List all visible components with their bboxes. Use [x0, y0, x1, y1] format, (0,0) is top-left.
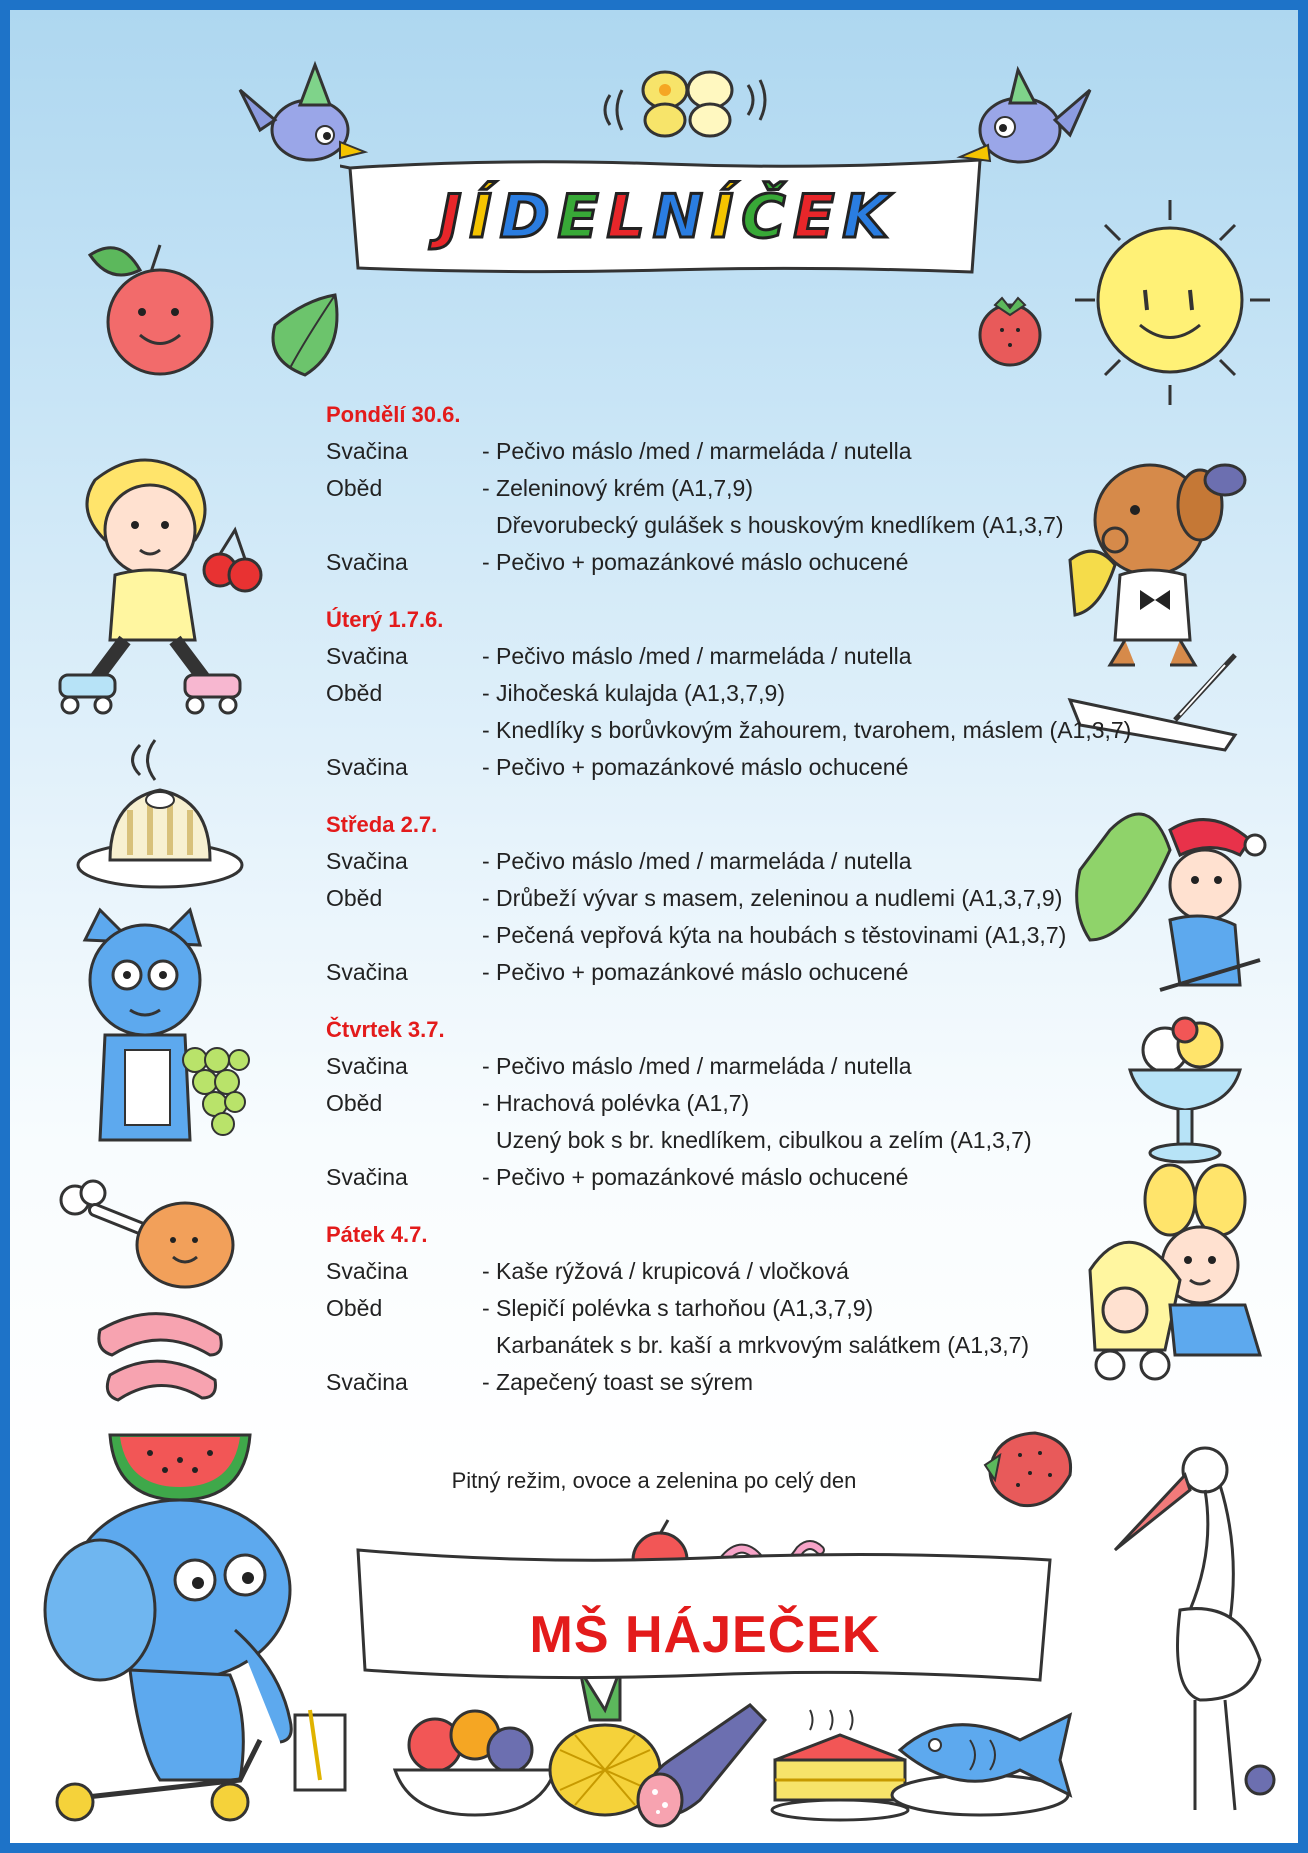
chicken-leg-illustration: [55, 1175, 235, 1295]
dish-text: - Kaše rýžová / krupicová / vločková: [482, 1258, 849, 1284]
meal-label: Svačina: [326, 1053, 408, 1079]
title-letter: Í: [469, 182, 494, 252]
dish-text: - Drůbeží vývar s masem, zeleninou a nudlemi (A1,3,7,9): [482, 885, 1063, 911]
dish-text: - Pečivo + pomazánkové máslo ochucené: [482, 1164, 909, 1190]
apple-face-illustration: [80, 230, 230, 380]
bird-right-illustration: [960, 65, 1100, 175]
menu-row: [326, 433, 1206, 470]
day-title: Středa 2.7.: [326, 812, 438, 837]
title-letter: E: [793, 182, 837, 252]
day-title: Pátek 4.7.: [326, 1222, 428, 1247]
title-letter: J: [439, 182, 464, 252]
dish-text: - Pečivo + pomazánkové máslo ochucené: [482, 754, 909, 780]
menu-row: [326, 712, 1206, 749]
butterfly-illustration: [590, 55, 780, 145]
day-title: Čtvrtek 3.7.: [326, 1017, 445, 1042]
fish-plate-illustration: [890, 1700, 1080, 1820]
school-name: MŠ HÁJEČEK: [529, 1606, 881, 1664]
menu-row: [326, 1290, 1206, 1327]
stork-illustration: [1110, 1440, 1290, 1830]
meal-label: Svačina: [326, 438, 408, 464]
title-letter: Í: [711, 182, 736, 252]
meal-label: Svačina: [326, 1369, 408, 1395]
title-letter: E: [557, 182, 601, 252]
meal-label: Oběd: [326, 1090, 383, 1116]
title-letter: N: [652, 182, 706, 252]
dish-text: - Pečivo + pomazánkové máslo ochucené: [482, 549, 909, 575]
dish-text: - Pečivo máslo /med / marmeláda / nutella: [482, 643, 912, 669]
pudding-illustration: [70, 740, 245, 890]
meal-label: Svačina: [326, 959, 408, 985]
dish-text: - Jihočeská kulajda (A1,3,7,9): [482, 680, 785, 706]
day-section: [326, 396, 1206, 581]
weekly-menu: [326, 396, 1206, 1421]
menu-row: [326, 1327, 1206, 1364]
dish-text: - Slepičí polévka s tarhoňou (A1,3,7,9): [482, 1295, 874, 1321]
menu-row: [326, 1253, 1206, 1290]
day-title: Pondělí 30.6.: [326, 402, 461, 427]
dish-text: - Zeleninový krém (A1,7,9): [482, 475, 753, 501]
elephant-scooter-illustration: [40, 1480, 370, 1830]
title-letter: Č: [741, 182, 788, 252]
leaf-illustration: [265, 290, 350, 380]
page-title: [340, 154, 990, 280]
meal-label: Svačina: [326, 754, 408, 780]
menu-row: [326, 1364, 1206, 1401]
menu-row: [326, 1048, 1206, 1085]
meal-label: Oběd: [326, 885, 383, 911]
salami-illustration: [630, 1700, 770, 1830]
dish-text: Dřevorubecký gulášek s houskovým knedlíkem (A1,3,7): [496, 512, 1064, 538]
meal-label: Svačina: [326, 1164, 408, 1190]
strawberry-small-illustration: [970, 290, 1050, 370]
menu-row: [326, 1159, 1206, 1196]
meal-label: Oběd: [326, 680, 383, 706]
meal-label: Oběd: [326, 1295, 383, 1321]
day-section: [326, 806, 1206, 991]
dish-text: - Pečivo máslo /med / marmeláda / nutella: [482, 1053, 912, 1079]
menu-row: [326, 917, 1206, 954]
bird-left-illustration: [230, 60, 370, 175]
menu-row: [326, 843, 1206, 880]
dish-text: Karbanátek s br. kaší a mrkvovým salátkem (A1,3,7): [496, 1332, 1030, 1358]
sun-face-illustration: [1075, 200, 1270, 405]
girl-skater-illustration: [55, 450, 285, 730]
menu-row: [326, 470, 1206, 507]
title-letter: L: [606, 182, 647, 252]
title-letter: D: [499, 182, 552, 252]
dish-text: Uzený bok s br. knedlíkem, cibulkou a zelím (A1,3,7): [496, 1127, 1032, 1153]
menu-row: [326, 880, 1206, 917]
menu-row: [326, 1122, 1206, 1159]
dish-text: - Pečená vepřová kýta na houbách s těstovinami (A1,3,7): [482, 922, 1067, 948]
meal-label: Svačina: [326, 643, 408, 669]
menu-row: [326, 638, 1206, 675]
cat-with-grapes-illustration: [65, 910, 250, 1160]
day-section: [326, 1216, 1206, 1401]
meal-label: Svačina: [326, 1258, 408, 1284]
meal-label: Svačina: [326, 549, 408, 575]
menu-row: [326, 675, 1206, 712]
title-letter: K: [842, 182, 891, 252]
sausage-illustration: [90, 1300, 230, 1410]
menu-row: [326, 507, 1206, 544]
menu-row: [326, 954, 1206, 991]
title-banner: [340, 154, 990, 280]
dish-text: - Pečivo máslo /med / marmeláda / nutella: [482, 848, 912, 874]
menu-row: [326, 1085, 1206, 1122]
day-title: Úterý 1.7.6.: [326, 607, 444, 632]
dish-text: - Pečivo + pomazánkové máslo ochucené: [482, 959, 909, 985]
meal-label: Svačina: [326, 848, 408, 874]
dish-text: - Zapečený toast se sýrem: [482, 1369, 753, 1395]
menu-row: [326, 544, 1206, 581]
dish-text: - Pečivo máslo /med / marmeláda / nutella: [482, 438, 912, 464]
drinks-note: Pitný režim, ovoce a zelenina po celý den: [451, 1468, 857, 1493]
dish-text: - Knedlíky s borůvkovým žahourem, tvarohem, máslem (A1,3,7): [482, 717, 1132, 743]
day-section: [326, 1011, 1206, 1196]
dish-text: - Hrachová polévka (A1,7): [482, 1090, 750, 1116]
menu-row: [326, 749, 1206, 786]
day-section: [326, 601, 1206, 786]
cake-slice-illustration: [770, 1710, 910, 1820]
meal-label: Oběd: [326, 475, 383, 501]
